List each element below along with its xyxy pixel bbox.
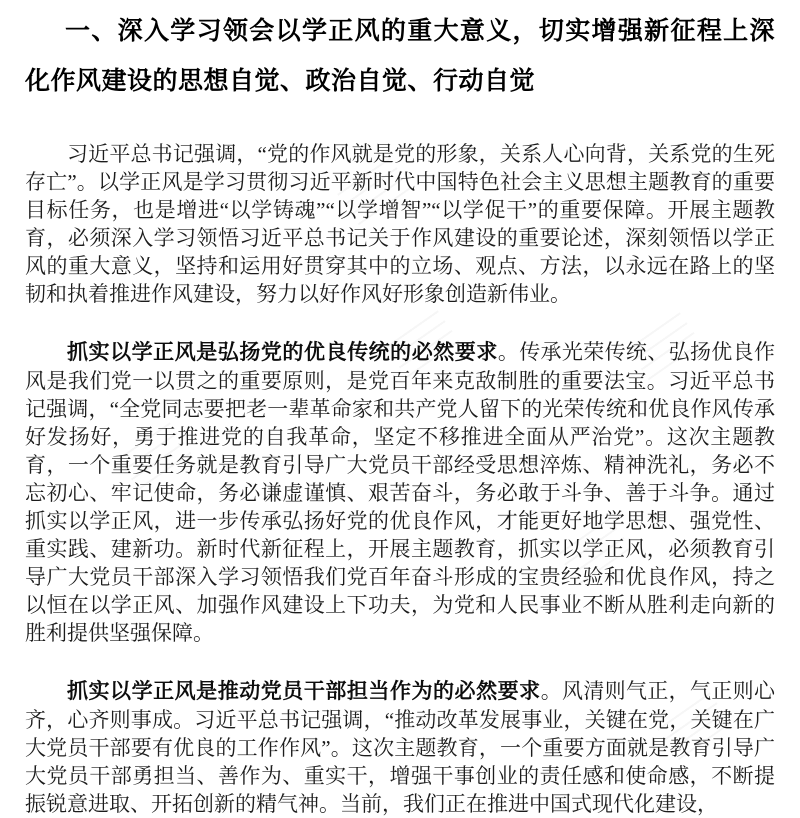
document-title: 一、深入学习领会以学正风的重大意义，切实增强新征程上深化作风建设的思想自觉、政治自觉、行动自觉 <box>25 17 775 95</box>
paragraph-3-lead: 抓实以学正风是推动党员干部担当作为的必然要求 <box>67 680 541 703</box>
paragraph-1 <box>25 140 775 308</box>
paragraph-2-text: 。传承光荣传统、弘扬优良作风是我们党一以贯之的重要原则，是党百年来克敌制胜的重要法宝。习近平总书记强调，“全党同志要把老一辈革命家和共产党人留下的光荣传统和优良作风传承好发扬好，勇于推进党的自我革命，坚定不移推进全面从严治党”。这次主题教育，一个重要任务就是教育引导广大党员干部经受思想淬炼、精神洗礼，务必不忘初心、牢记使命，务必谦虚谨慎、艰苦奋斗，务必敢于斗争、善于斗争。通过抓实以学正风，进一步传承弘扬好党的优良作风，才能更好地学思想、强党性、重实践、建新功。新时代新征程上，开展主题教育，抓实以学正风，必须教育引导广大党员干部深入学习领悟我们党百年奋斗形成的宝贵经验和优良作风，持之以恒在以学正风、加强作风建设上下功夫，为党和人民事业不断从胜利走向新的胜利提供坚强保障。 <box>25 340 775 645</box>
paragraph-1-text: 习近平总书记强调，“党的作风就是党的形象，关系人心向背，关系党的生死存亡”。以学正风是学习贯彻习近平新时代中国特色社会主义思想主题教育的重要目标任务，也是增进“以学铸魂”“以学增智”“以学促干”的重要保障。开展主题教育，必须深入学习领悟习近平总书记关于作风建设的重要论述，深刻领悟以学正风的重大意义，坚持和运用好贯穿其中的立场、观点、方法，以永远在路上的坚韧和执着推进作风建设，努力以好作风好形象创造新伟业。 <box>25 142 775 306</box>
paragraph-3 <box>25 677 775 818</box>
paragraph-3-text: 。风清则气正，气正则心齐，心齐则事成。习近平总书记强调，“推动改革发展事业，关键在党，关键在广大党员干部要有优良的工作作风”。这次主题教育，一个重要方面就是教育引导广大党员干部勇担当、善作为、重实干，增强干事创业的责任感和使命感，不断提振锐意进取、开拓创新的精气神。当前，我们正在推进中国式现代化建设， <box>25 679 775 816</box>
paragraph-2-lead: 抓实以学正风是弘扬党的优良传统的必然要求 <box>67 341 498 364</box>
paragraph-2 <box>25 338 775 647</box>
